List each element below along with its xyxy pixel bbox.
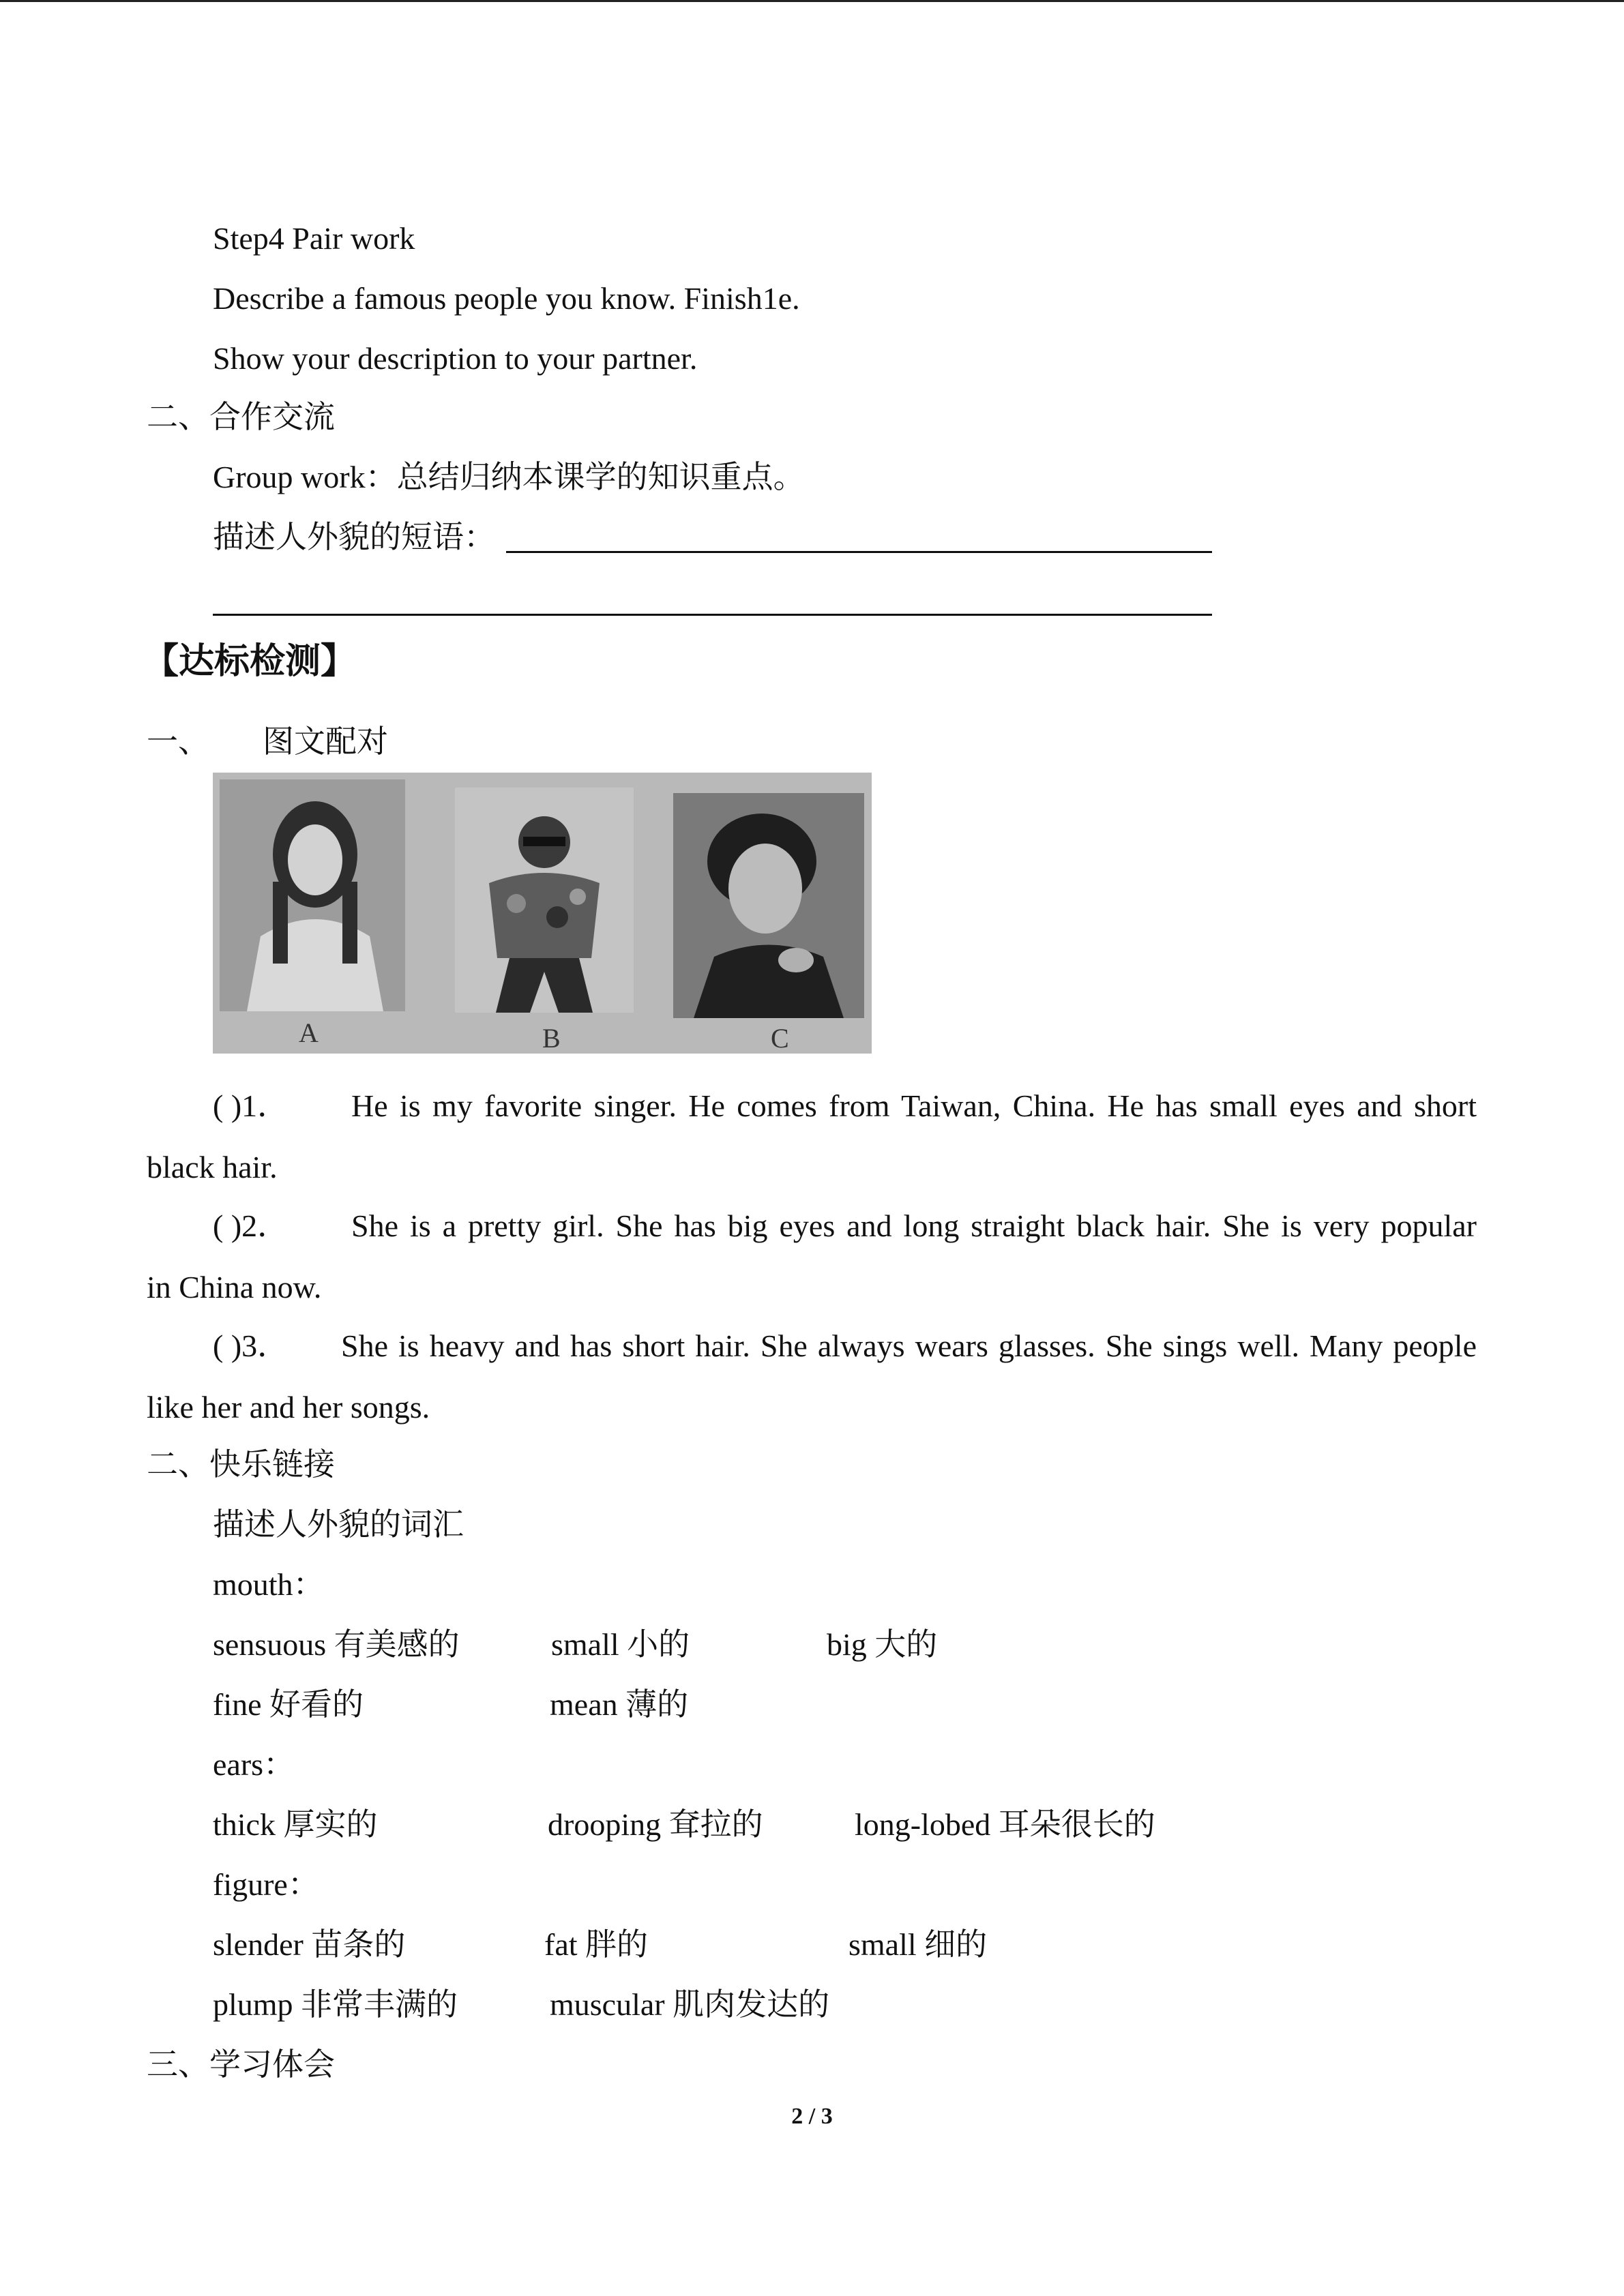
item1-text-cont: black hair. [147,1150,278,1184]
word-fine: fine 好看的 [213,1687,364,1722]
step4-line1: Describe a famous people you know. Finish1e. [213,281,800,316]
word-plump: plump 非常丰满的 [213,1987,458,2022]
test-section-heading: 【达标检测】 [143,641,357,682]
group-work-text: Group work：总结归纳本课学的知识重点。 [213,460,805,494]
step4-title: Step4 Pair work [213,221,415,256]
group-label-figure: figure： [213,1867,319,1902]
item1-text: He is my favorite singer. He comes from Taiwan, China. He has small eyes and short [351,1088,1477,1123]
photo-a-figure-icon [220,779,405,1011]
group-label-mouth: mouth： [213,1567,325,1602]
photo-b-figure-icon [455,788,634,1013]
page-top-border [0,0,1624,2]
page-number: 2 / 3 [791,2104,833,2129]
item1-bracket: ( )1． [213,1088,289,1123]
part2-subtitle: 描述人外貌的词汇 [213,1507,464,1542]
part3-heading: 三、学习体会 [147,2047,335,2082]
group-label-ears: ears： [213,1747,295,1782]
word-small-figure: small 细的 [848,1927,988,1962]
photo-label-c: C [771,1023,789,1054]
word-big: big 大的 [827,1627,938,1662]
step4-line2: Show your description to your partner. [213,341,698,376]
word-fat: fat 胖的 [544,1927,649,1962]
part1-number: 一、 [147,724,209,759]
item3-text-cont: like her and her songs. [147,1390,430,1425]
item2-text-cont: in China now. [147,1270,322,1304]
photo-c-figure-icon [673,793,864,1018]
phrases-label: 描述人外貌的短语： [213,520,495,554]
photo-label-b: B [542,1023,561,1054]
matching-photos [213,773,872,1054]
word-long-lobed: long-lobed 耳朵很长的 [855,1807,1155,1842]
photo-label-a: A [299,1017,319,1048]
answer-blank-line-1 [506,551,1212,553]
part1-title: 图文配对 [263,724,388,759]
part2-heading: 二、快乐链接 [147,1447,335,1482]
word-small-mouth: small 小的 [551,1627,690,1662]
photo-a [220,779,405,1011]
photo-b [455,788,634,1013]
word-thick: thick 厚实的 [213,1807,378,1842]
item3-bracket: ( )3． [213,1328,289,1363]
word-slender: slender 苗条的 [213,1927,406,1962]
answer-blank-line-2 [213,614,1212,616]
photo-c [673,793,864,1018]
word-mean: mean 薄的 [550,1687,689,1722]
cooperation-heading: 二、合作交流 [147,400,335,434]
word-muscular: muscular 肌肉发达的 [550,1987,830,2022]
item2-bracket: ( )2． [213,1208,289,1243]
item3-text: She is heavy and has short hair. She always wears glasses. She sings well. Many people [341,1328,1477,1363]
word-drooping: drooping 耷拉的 [548,1807,763,1842]
word-sensuous: sensuous 有美感的 [213,1627,460,1662]
item2-text: She is a pretty girl. She has big eyes and long straight black hair. She is very popular [351,1208,1477,1243]
